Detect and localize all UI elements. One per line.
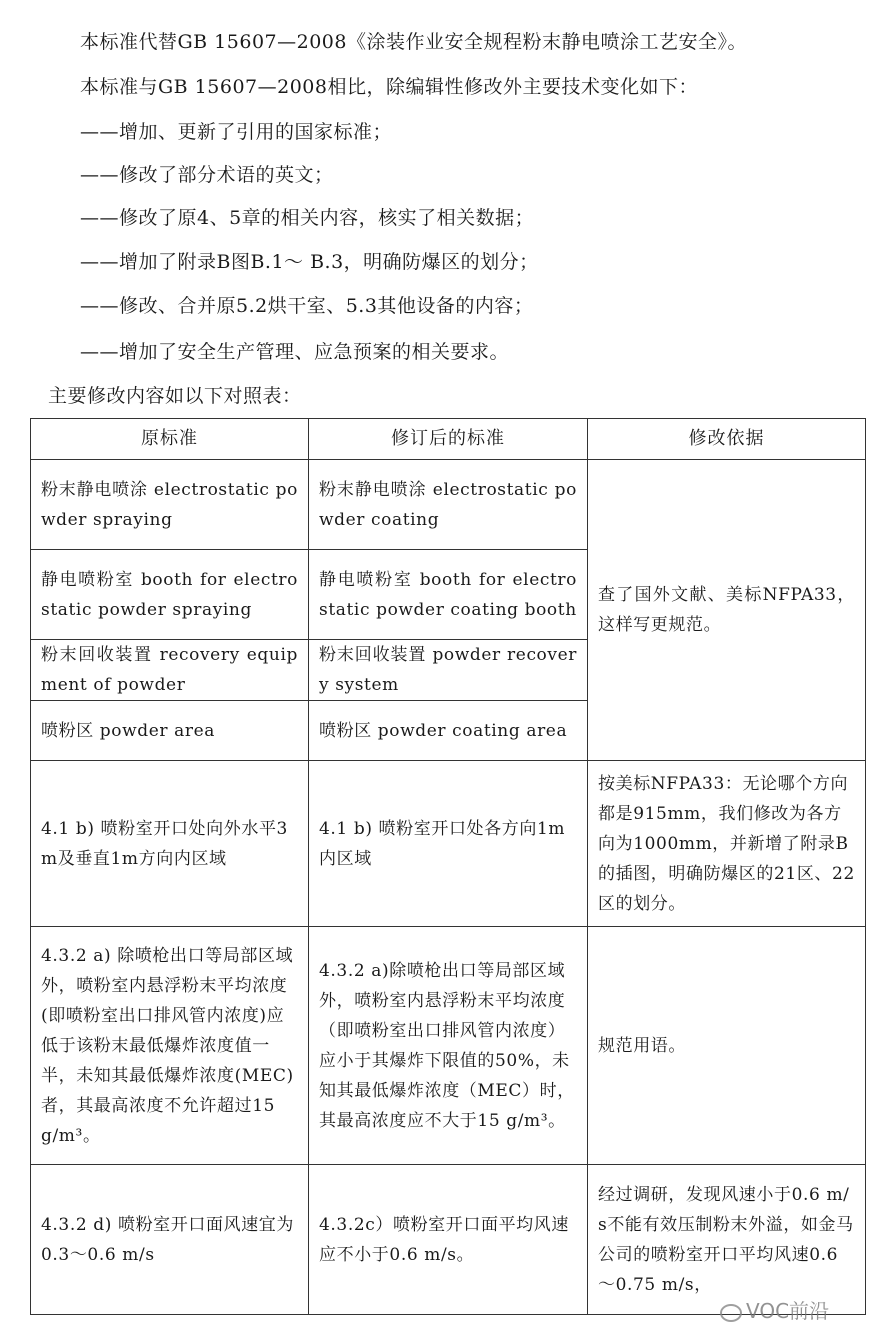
table-header-row [31, 419, 866, 460]
table-caption: 主要修改内容如以下对照表： [48, 385, 302, 407]
table-row [31, 927, 866, 1165]
table-row [31, 1165, 866, 1315]
cell-original: 4.3.2 d) 喷粉室开口面风速宜为0.3～0.6 m/s [31, 1165, 309, 1315]
watermark [720, 1295, 829, 1324]
watermark-text: VOC前沿 [746, 1299, 830, 1323]
table-row [31, 460, 866, 550]
cell-original: 4.1 b) 喷粉室开口处向外水平3m及垂直1m方向内区域 [31, 761, 309, 927]
cell-basis: 规范用语。 [588, 927, 866, 1165]
cell-revised: 4.3.2 a)除喷枪出口等局部区域外，喷粉室内悬浮粉末平均浓度（即喷粉室出口排风管内浓度）应小于其爆炸下限值的50%，未知其最低爆炸浓度（MEC）时，其最高浓度应不大于15 g/m³。 [309, 927, 588, 1165]
cell-revised: 4.1 b) 喷粉室开口处各方向1m内区域 [309, 761, 588, 927]
intro-line: ——修改、合并原5.2烘干室、5.3其他设备的内容； [80, 295, 534, 317]
intro-line: ——增加了附录B图B.1～ B.3，明确防爆区的划分； [80, 251, 539, 273]
cell-basis: 经过调研，发现风速小于0.6 m/s不能有效压制粉末外溢，如金马公司的喷粉室开口平均风速0.6～0.75 m/s， [588, 1165, 866, 1315]
header-basis: 修改依据 [588, 419, 866, 460]
cell-original: 4.3.2 a) 除喷枪出口等局部区域外，喷粉室内悬浮粉末平均浓度(即喷粉室出口排风管内浓度)应低于该粉末最低爆炸浓度值一半，未知其最低爆炸浓度(MEC)者，其最高浓度不允许超过15 g/m³。 [31, 927, 309, 1165]
cell-basis: 按美标NFPA33：无论哪个方向都是915mm，我们修改为各方向为1000mm，并新增了附录B的插图，明确防爆区的21区、22区的划分。 [588, 761, 866, 927]
intro-line: 本标准与GB 15607—2008相比，除编辑性修改外主要技术变化如下： [80, 76, 698, 98]
intro-line: ——增加了安全生产管理、应急预案的相关要求。 [80, 341, 510, 363]
header-original: 原标准 [31, 419, 309, 460]
table-row [31, 761, 866, 927]
intro-line: ——修改了原4、5章的相关内容，核实了相关数据； [80, 207, 535, 229]
cell-original: 喷粉区 powder area [31, 701, 309, 761]
cell-original: 粉末回收装置 recovery equipment of powder [31, 640, 309, 701]
cell-revised: 静电喷粉室 booth for electrostatic powder coating booth [309, 550, 588, 640]
intro-line: ——修改了部分术语的英文； [80, 164, 334, 186]
cell-original: 粉末静电喷涂 electrostatic powder spraying [31, 460, 309, 550]
wechat-icon [720, 1304, 742, 1322]
intro-line: 本标准代替GB 15607—2008《涂装作业安全规程粉末静电喷涂工艺安全》。 [80, 31, 747, 53]
cell-revised: 粉末回收装置 powder recovery system [309, 640, 588, 701]
cell-revised: 喷粉区 powder coating area [309, 701, 588, 761]
cell-revised: 4.3.2c）喷粉室开口面平均风速应不小于0.6 m/s。 [309, 1165, 588, 1315]
cell-revised: 粉末静电喷涂 electrostatic powder coating [309, 460, 588, 550]
header-revised: 修订后的标准 [309, 419, 588, 460]
intro-line: ——增加、更新了引用的国家标准； [80, 121, 393, 143]
comparison-table [30, 418, 866, 1315]
cell-basis-merged: 查了国外文献、美标NFPA33，这样写更规范。 [588, 460, 866, 761]
cell-original: 静电喷粉室 booth for electrostatic powder spraying [31, 550, 309, 640]
